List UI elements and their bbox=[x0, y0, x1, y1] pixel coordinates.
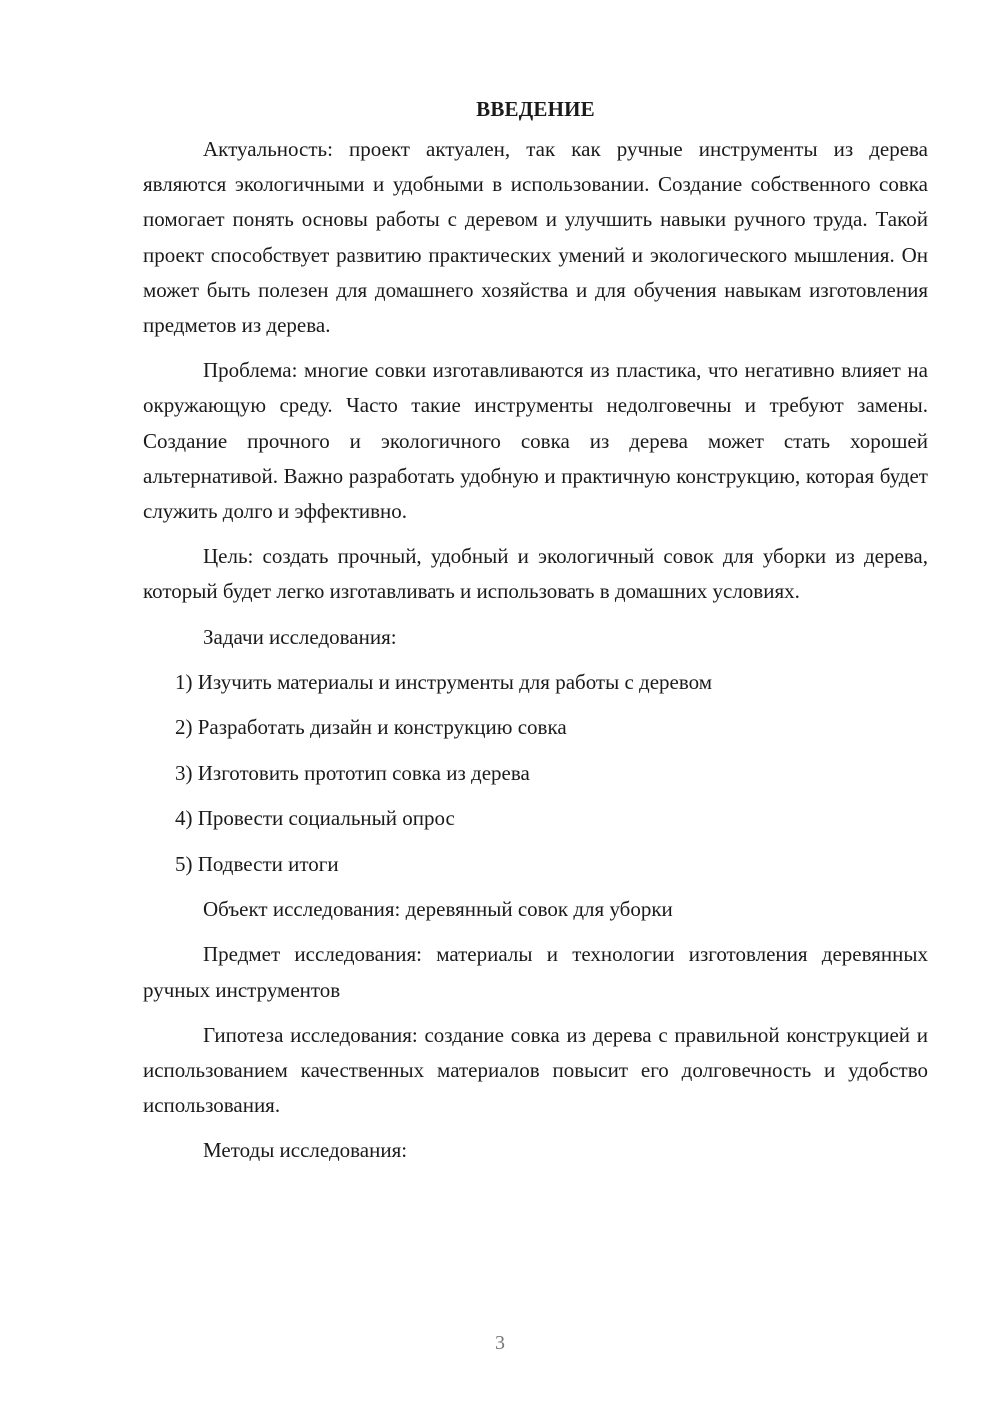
paragraph-problem: Проблема: многие совки изготавливаются из пластика, что негативно влияет на окружающую среду. Часто такие инструменты недолговечны и требуют замены. Создание прочного и экологичного совка из дерева может стать хорошей альтернативой. Важно разработать удобную и практичную конструкцию, которая будет служить долго и эффективно. bbox=[143, 358, 928, 524]
list-item: 5) Подвести итоги bbox=[175, 851, 339, 876]
research-object: Объект исследования: деревянный совок для уборки bbox=[203, 896, 673, 921]
tasks-title: Задачи исследования: bbox=[203, 624, 397, 649]
list-item: 2) Разработать дизайн и конструкцию совка bbox=[175, 715, 567, 740]
paragraph-relevance: Актуальность: проект актуален, так как ручные инструменты из дерева являются экологичными и удобными в использовании. Создание собственного совка помогает понять основы работы с деревом и улучшить навыки ручного труда. Такой проект способствует развитию практических умений и экологического мышления. Он может быть полезен для домашнего хозяйства и для обучения навыкам изготовления предметов из дерева. bbox=[143, 137, 928, 338]
paragraph-goal: Цель: создать прочный, удобный и экологичный совок для уборки из дерева, который будет легко изготавливать и использовать в домашних условиях. bbox=[143, 544, 928, 604]
list-item: 3) Изготовить прототип совка из дерева bbox=[175, 760, 530, 785]
list-item: 4) Провести социальный опрос bbox=[175, 806, 455, 831]
tasks-list bbox=[143, 665, 928, 882]
document-page bbox=[143, 92, 928, 1179]
research-hypothesis: Гипотеза исследования: создание совка из дерева с правильной конструкцией и использованием качественных материалов повысит его долговечность и удобство использования. bbox=[143, 1022, 928, 1118]
research-subject: Предмет исследования: материалы и технологии изготовления деревянных ручных инструментов bbox=[143, 942, 928, 1002]
list-item: 1) Изучить материалы и инструменты для работы с деревом bbox=[175, 670, 713, 695]
methods-title: Методы исследования: bbox=[203, 1138, 408, 1163]
section-heading: ВВЕДЕНИЕ bbox=[476, 97, 595, 121]
page-number: 3 bbox=[495, 1332, 505, 1354]
